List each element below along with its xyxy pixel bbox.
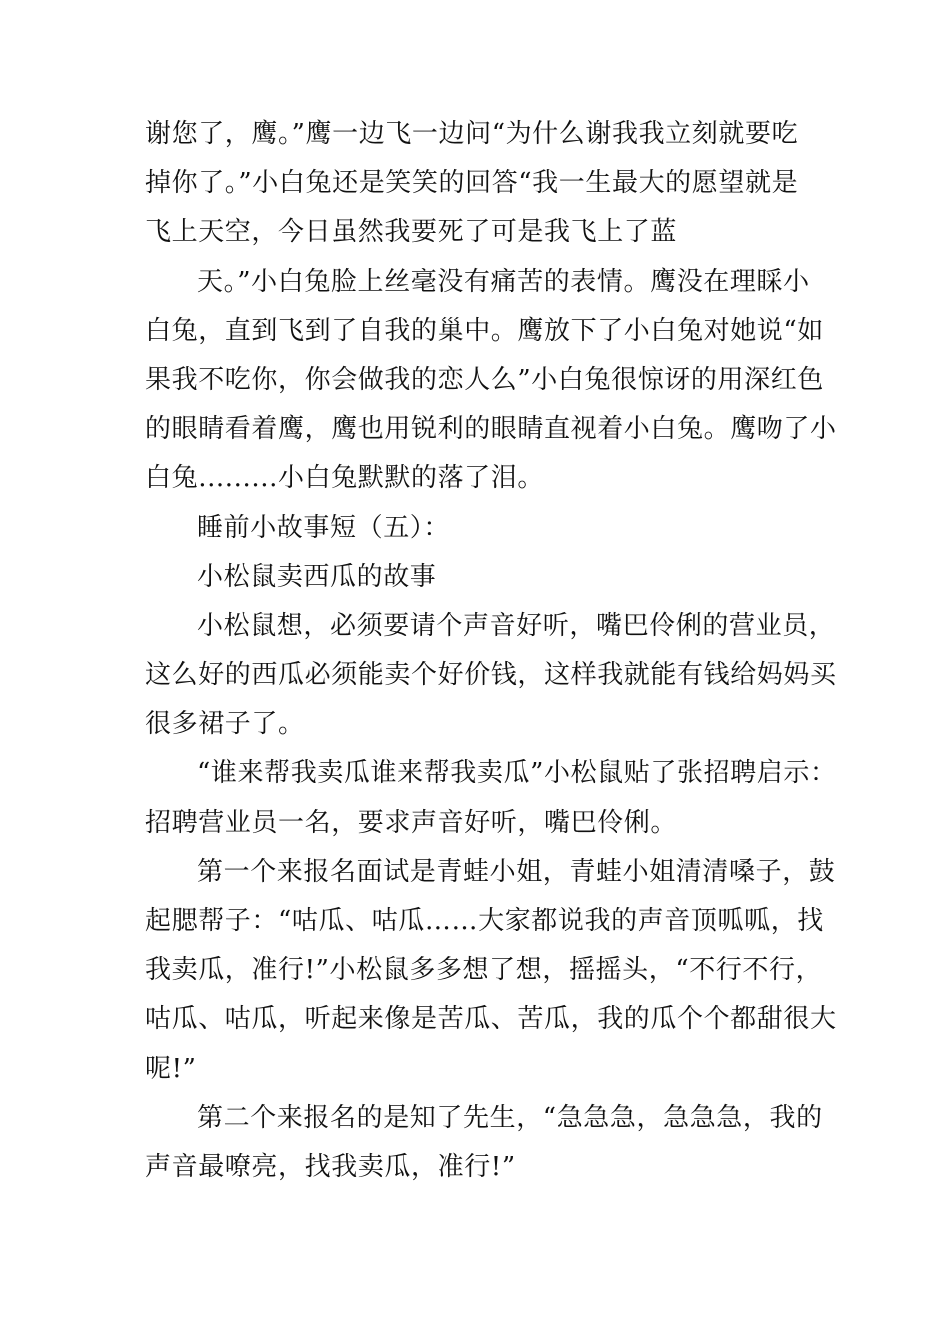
- text-line: 飞上天空，今日虽然我要死了可是我飞上了蓝: [145, 217, 678, 248]
- document-page: [145, 110, 837, 1192]
- text-line: 咕瓜、咕瓜，听起来像是苦瓜、苦瓜，我的瓜个个都甜很大: [145, 1004, 837, 1035]
- text-line: 果我不吃你，你会做我的恋人么”小白兔很惊讶的用深红色: [145, 364, 824, 395]
- story-title: 小松鼠卖西瓜的故事: [197, 561, 437, 592]
- text-line: 掉你了。”小白兔还是笑笑的回答“我一生最大的愿望就是: [145, 168, 799, 199]
- text-line: 招聘营业员一名，要求声音好听，嘴巴伶俐。: [145, 807, 678, 838]
- text-line: 声音最嘹亮，找我卖瓜，准行!”: [145, 1151, 516, 1182]
- text-line: 第二个来报名的是知了先生，“急急急，急急急，我的: [197, 1102, 823, 1133]
- text-line: 白兔.........小白兔默默的落了泪。: [145, 463, 544, 494]
- text-line: 这么好的西瓜必须能卖个好价钱，这样我就能有钱给妈妈买: [145, 660, 837, 691]
- text-line: 天。”小白兔脸上丝毫没有痛苦的表情。鹰没在理睬小: [197, 266, 810, 297]
- section-heading: 睡前小故事短（五）：: [197, 512, 451, 543]
- text-line: “谁来帮我卖瓜谁来帮我卖瓜”小松鼠贴了张招聘启示：: [197, 758, 837, 789]
- text-line: 小松鼠想，必须要请个声音好听，嘴巴伶俐的营业员，: [197, 610, 836, 641]
- text-line: 我卖瓜，准行!”小松鼠多多想了想，摇摇头，“不行不行，: [145, 955, 823, 986]
- text-line: 呢!”: [145, 1053, 197, 1084]
- text-line: 谢您了，鹰。”鹰一边飞一边问“为什么谢我我立刻就要吃: [145, 119, 799, 149]
- text-line: 第一个来报名面试是青蛙小姐，青蛙小姐清清嗓子，鼓: [197, 856, 836, 887]
- text-line: 的眼睛看着鹰，鹰也用锐利的眼睛直视着小白兔。鹰吻了小: [145, 414, 837, 445]
- text-line: 白兔，直到飞到了自我的巢中。鹰放下了小白兔对她说“如: [145, 315, 824, 346]
- text-line: 起腮帮子：“咕瓜、咕瓜……大家都说我的声音顶呱呱，找: [145, 906, 824, 936]
- text-line: 很多裙子了。: [145, 709, 305, 740]
